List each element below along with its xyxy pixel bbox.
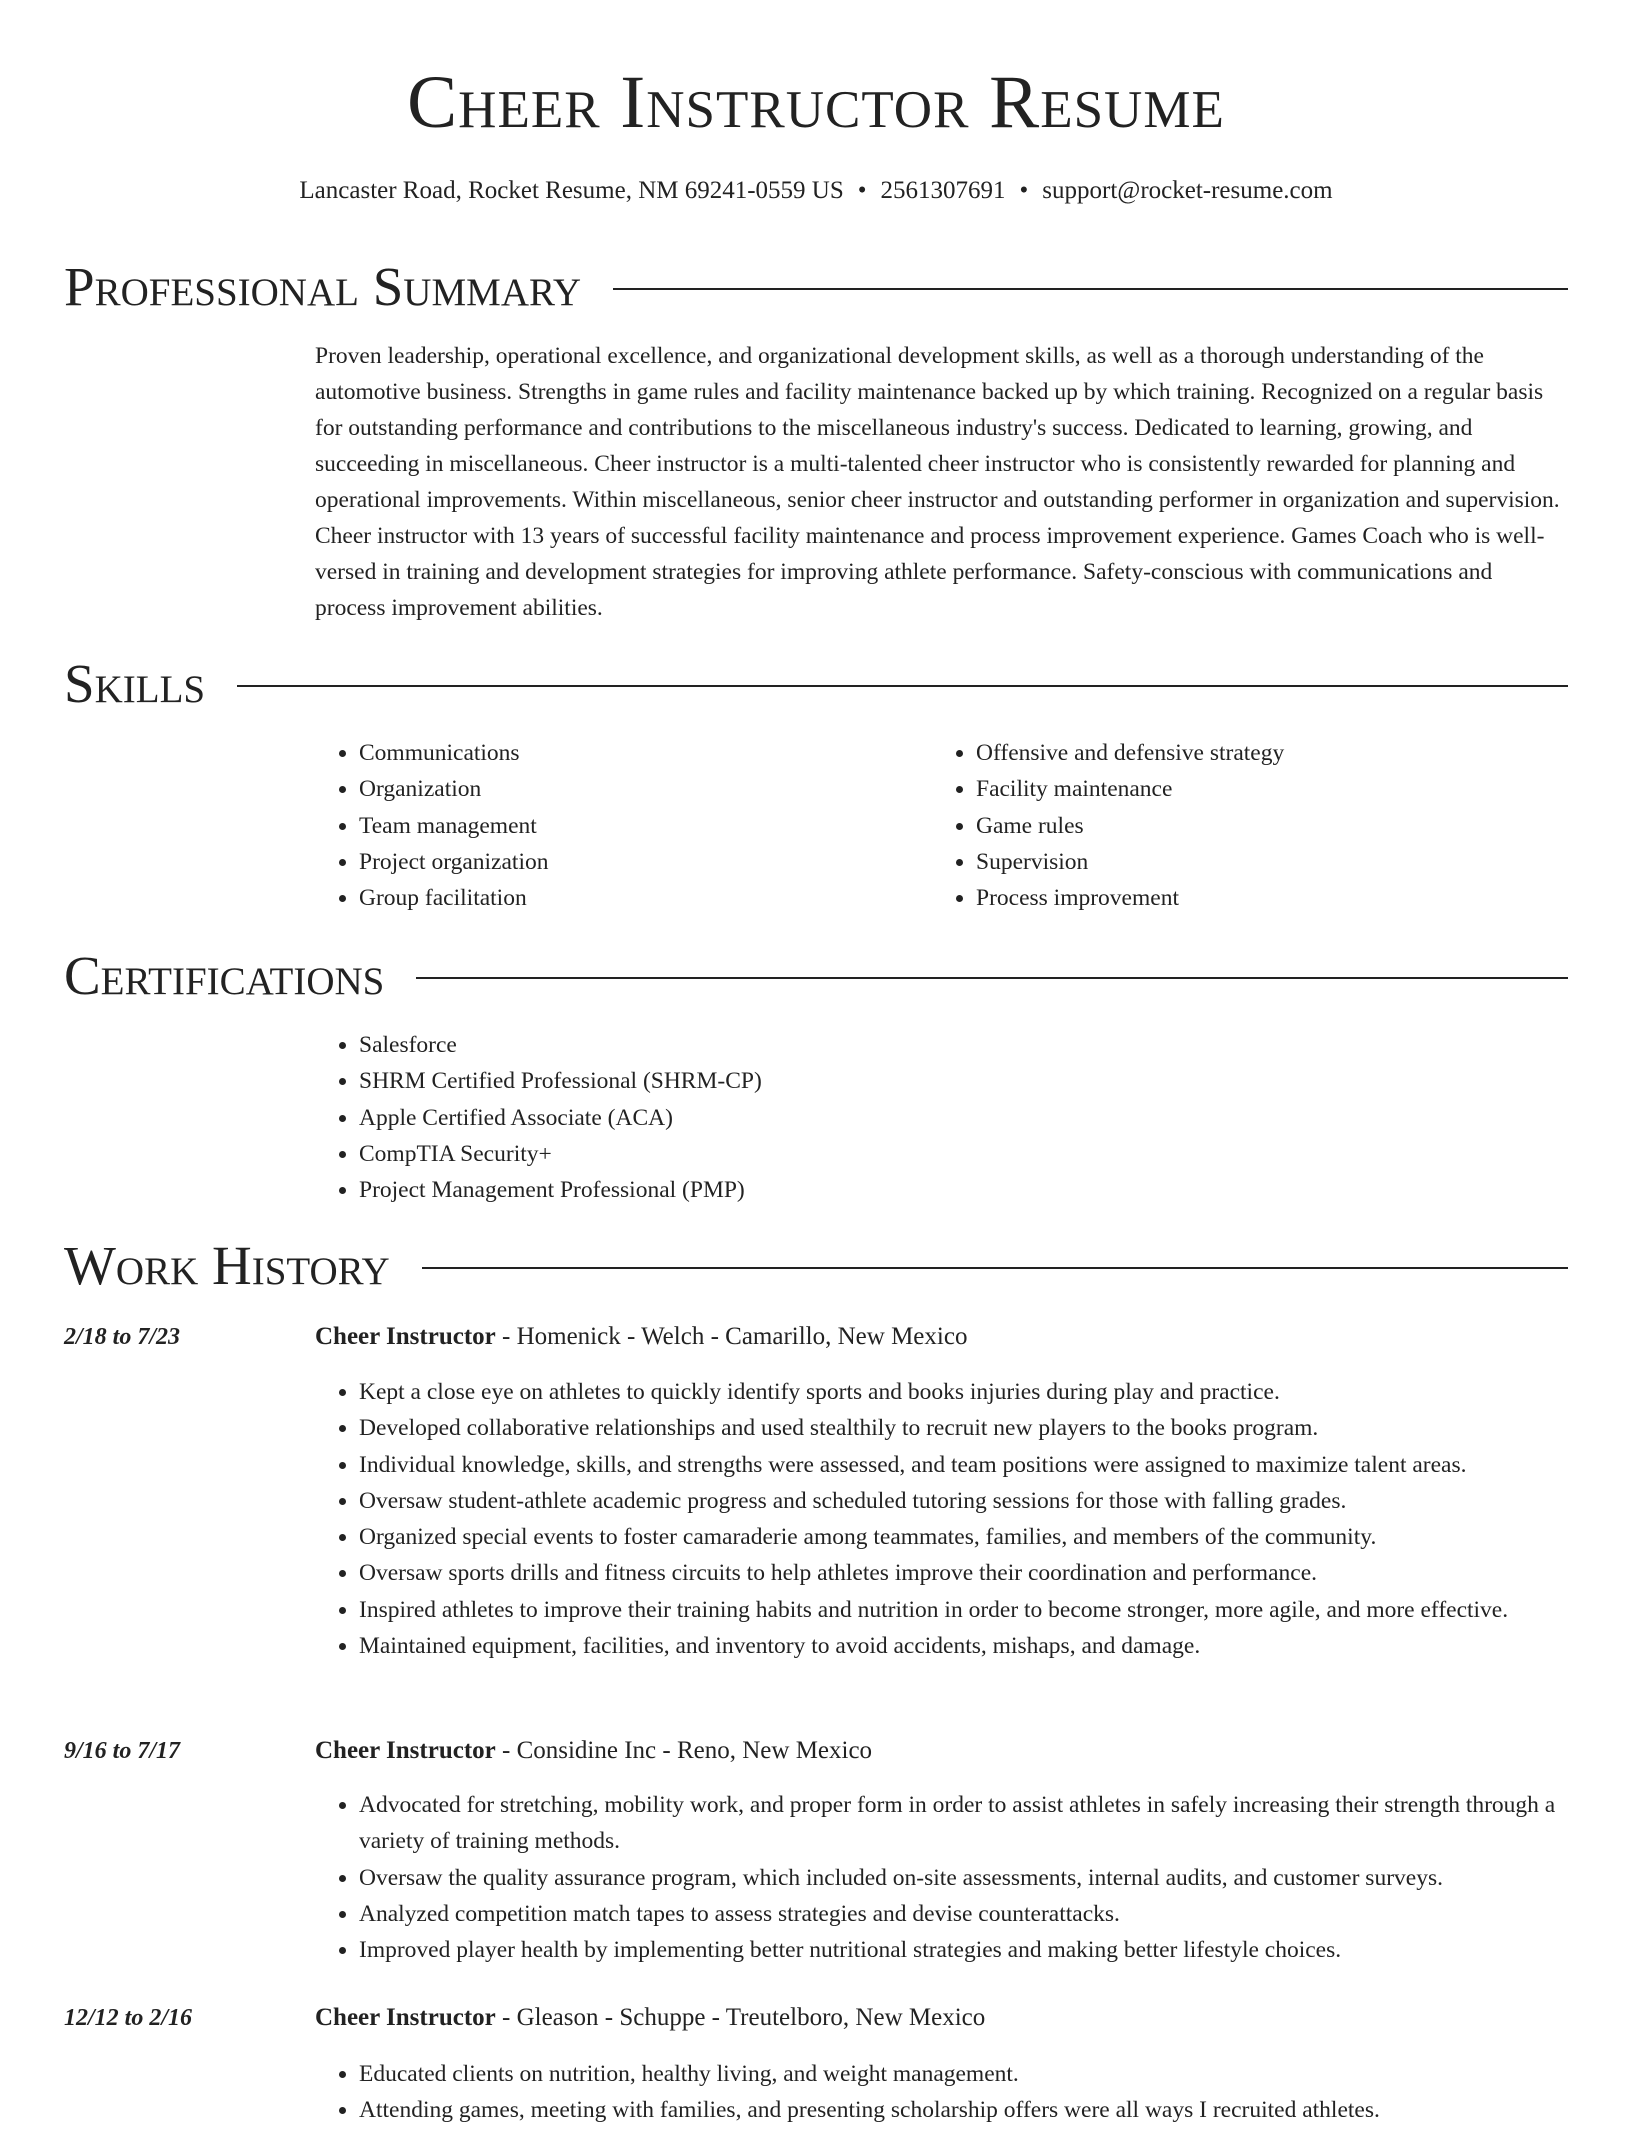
work-history-section-heading <box>64 1234 1568 1298</box>
job-title: Cheer Instructor <box>315 1323 496 1350</box>
job-bullet: • Oversaw the quality assurance program, which included on-site assessments, internal audits, and customer surveys. <box>359 1860 1612 1896</box>
certification-item: • Apple Certified Associate (ACA) <box>359 1100 1612 1136</box>
contact-address: Lancaster Road, Rocket Resume, NM 69241-0559 US <box>299 177 844 204</box>
certification-item: • SHRM Certified Professional (SHRM-CP) <box>359 1063 1612 1099</box>
job-bullets <box>315 2056 1612 2129</box>
certification-item: • Salesforce <box>359 1027 1612 1063</box>
skill-item: • Facility maintenance <box>976 771 1596 807</box>
skill-item: • Organization <box>359 771 919 807</box>
job-heading <box>315 1320 967 1354</box>
skills-heading-text: Skills <box>64 653 206 714</box>
skill-item: • Process improvement <box>976 880 1596 916</box>
summary-heading-text: Professional Summary <box>64 256 582 317</box>
job-bullet: • Inspired athletes to improve their training habits and nutrition in order to become stronger, more agile, and more effective. <box>359 1592 1612 1628</box>
job-title: Cheer Instructor <box>315 1737 496 1764</box>
job-dates: 2/18 to 7/23 <box>64 1324 181 1350</box>
job-bullet: • Educated clients on nutrition, healthy living, and weight management. <box>359 2056 1612 2092</box>
summary-section-heading <box>64 255 1568 319</box>
job-company: - Considine Inc - Reno, New Mexico <box>495 1737 873 1764</box>
job-bullet: • Improved player health by implementing better nutritional strategies and making better lifestyle choices. <box>359 1932 1612 1968</box>
contact-phone: 2561307691 <box>880 177 1006 204</box>
skill-item: • Group facilitation <box>359 880 919 916</box>
job-dates: 12/12 to 2/16 <box>64 2005 193 2031</box>
skill-item: • Communications <box>359 735 919 771</box>
section-divider <box>416 977 1568 979</box>
section-divider <box>613 288 1568 290</box>
summary-paragraph: Proven leadership, operational excellence, and organizational development skills, as well as a thorough understanding of the automotive business. Strengths in game rules and facility maintenance backed up by which training. Recognized on a regular basis for outstanding performance and contributions to the miscellaneous industry's success. Dedicated to learning, growing, and succeeding in miscellaneous. Cheer instructor is a multi-talented cheer instructor who is consistently rewarded for planning and operational improvements. Within miscellaneous, senior cheer instructor and outstanding performer in organization and supervision. Cheer instructor with 13 years of successful facility maintenance and process improvement experience. Games Coach who is well-versed in training and development strategies for improving athlete performance. Safety-conscious with communications and process improvement abilities. <box>315 343 1560 621</box>
skill-item: • Project organization <box>359 844 919 880</box>
job-heading <box>315 1734 872 1768</box>
job-bullet: • Attending games, meeting with families, and presenting scholarship offers were all ways I recruited athletes. <box>359 2092 1612 2128</box>
section-divider <box>237 685 1568 687</box>
skill-item: • Supervision <box>976 844 1596 880</box>
resume-title: Cheer Instructor Resume <box>407 61 1225 144</box>
contact-separator: • <box>857 177 867 204</box>
job-bullet: • Oversaw student-athlete academic progress and scheduled tutoring sessions for those with falling grades. <box>359 1483 1612 1519</box>
job-bullets <box>315 1374 1612 1664</box>
certifications-section-heading <box>64 944 1568 1008</box>
certification-item: • Project Management Professional (PMP) <box>359 1172 1612 1208</box>
skills-list-left <box>315 735 919 916</box>
job-bullet: • Individual knowledge, skills, and strengths were assessed, and team positions were assigned to maximize talent areas. <box>359 1447 1612 1483</box>
skills-list-right <box>932 735 1596 916</box>
job-bullet: • Developed collaborative relationships and used stealthily to recruit new players to the books program. <box>359 1410 1612 1446</box>
contact-email[interactable]: support@rocket-resume.com <box>1042 177 1333 204</box>
job-company: - Homenick - Welch - Camarillo, New Mexico <box>495 1323 968 1350</box>
skill-item: • Team management <box>359 808 919 844</box>
job-bullets <box>315 1787 1612 1968</box>
job-bullet: • Analyzed competition match tapes to assess strategies and devise counterattacks. <box>359 1896 1612 1932</box>
certification-item: • CompTIA Security+ <box>359 1136 1612 1172</box>
job-bullet: • Advocated for stretching, mobility work, and proper form in order to assist athletes in safely increasing their strength through a variety of training methods. <box>359 1787 1612 1860</box>
skill-item: • Offensive and defensive strategy <box>976 735 1596 771</box>
skills-section-heading <box>64 652 1568 716</box>
job-dates: 9/16 to 7/17 <box>64 1738 181 1764</box>
job-bullet: • Oversaw sports drills and fitness circuits to help athletes improve their coordination and performance. <box>359 1555 1612 1591</box>
section-divider <box>422 1267 1568 1269</box>
job-heading <box>315 2001 985 2035</box>
job-bullet: • Maintained equipment, facilities, and inventory to avoid accidents, mishaps, and damage. <box>359 1628 1612 1664</box>
certifications-list <box>315 1027 1612 1208</box>
job-bullet: • Kept a close eye on athletes to quickly identify sports and books injuries during play and practice. <box>359 1374 1612 1410</box>
work-history-heading-text: Work History <box>64 1235 390 1296</box>
contact-separator: • <box>1019 177 1029 204</box>
skill-item: • Game rules <box>976 808 1596 844</box>
job-bullet: • Organized special events to foster camaraderie among teammates, families, and members of the community. <box>359 1519 1612 1555</box>
certifications-heading-text: Certifications <box>64 945 385 1006</box>
contact-line <box>0 174 1632 208</box>
job-title: Cheer Instructor <box>315 2004 496 2031</box>
job-company: - Gleason - Schuppe - Treutelboro, New Mexico <box>495 2004 986 2031</box>
